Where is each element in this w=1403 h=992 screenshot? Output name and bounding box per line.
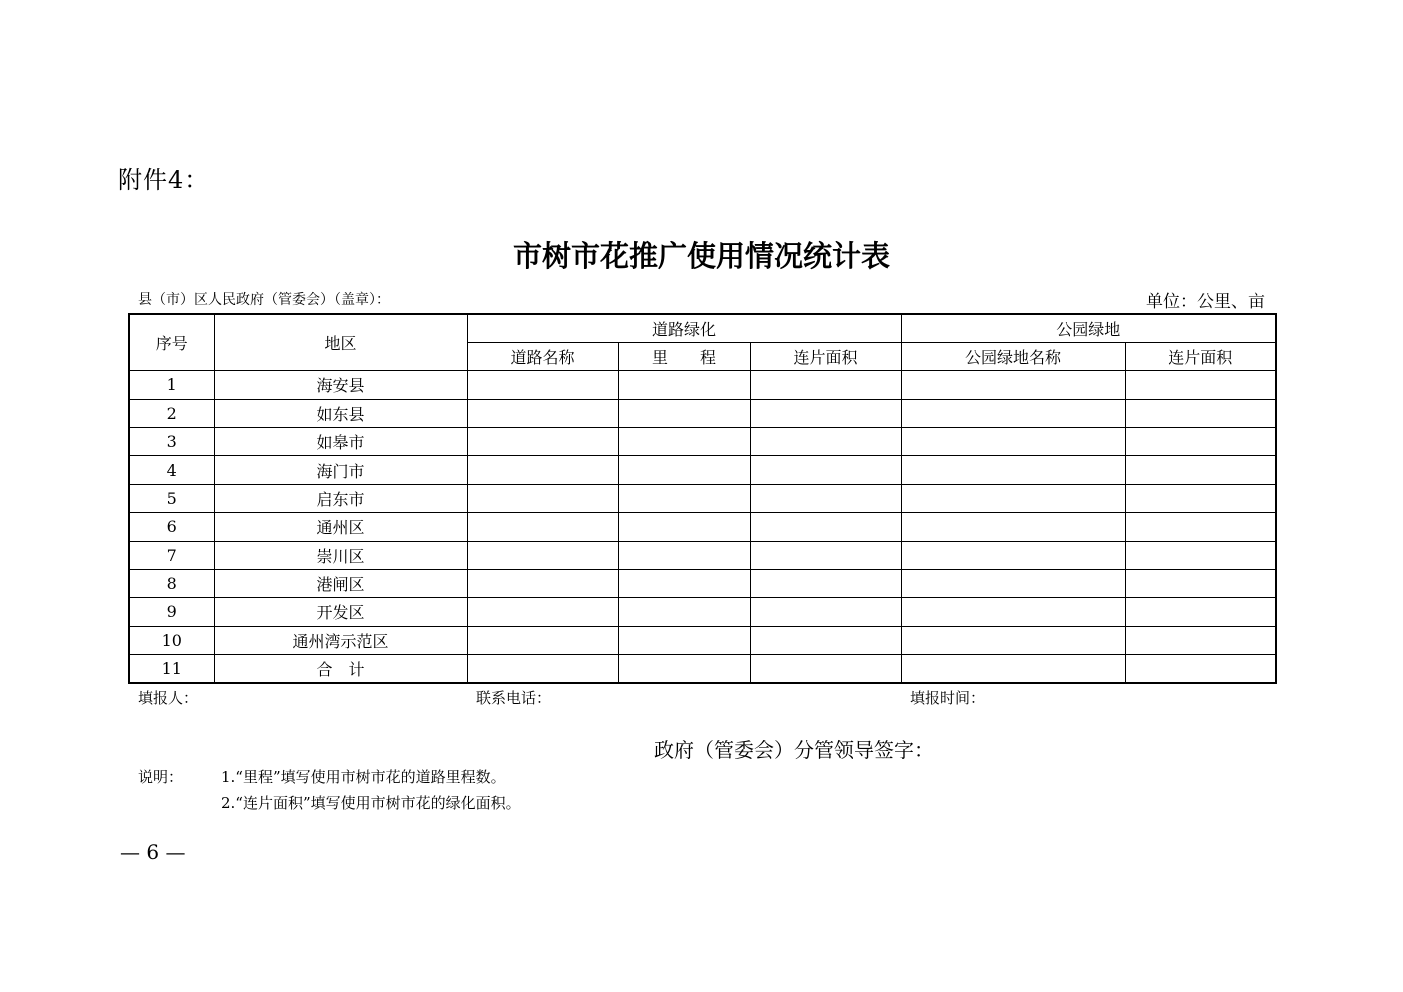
table-row [129, 456, 1276, 484]
road-area-cell [750, 399, 901, 427]
table-row [129, 371, 1276, 399]
unit-label: 单位：公里、亩 [1146, 292, 1265, 312]
row-region: 开发区 [214, 598, 467, 626]
park-name-cell [901, 655, 1125, 683]
fill-time-label: 填报时间： [910, 689, 986, 707]
note-item: 2.“连片面积”填写使用市树市花的绿化面积。 [221, 794, 521, 812]
table-row [129, 513, 1276, 541]
table-row [129, 428, 1276, 456]
mileage-cell [618, 655, 750, 683]
road-name-cell [467, 598, 618, 626]
park-area-cell [1125, 371, 1276, 399]
filler-label: 填报人： [138, 689, 199, 707]
stamp-line: 县（市）区人民政府（管委会）（盖章）： [138, 292, 390, 308]
header-road-name: 道路名称 [467, 342, 618, 370]
statistics-table [128, 313, 1277, 684]
row-seq: 11 [129, 655, 214, 683]
mileage-cell [618, 569, 750, 597]
table-row [129, 598, 1276, 626]
park-area-cell [1125, 541, 1276, 569]
mileage-cell [618, 399, 750, 427]
table-body [129, 371, 1276, 683]
page-title: 市树市花推广使用情况统计表 [512, 239, 890, 273]
row-seq: 9 [129, 598, 214, 626]
park-name-cell [901, 428, 1125, 456]
mileage-cell [618, 626, 750, 654]
park-area-cell [1125, 513, 1276, 541]
row-region: 海门市 [214, 456, 467, 484]
row-seq: 5 [129, 484, 214, 512]
park-name-cell [901, 626, 1125, 654]
row-seq: 3 [129, 428, 214, 456]
row-region: 港闸区 [214, 569, 467, 597]
row-seq: 8 [129, 569, 214, 597]
road-area-cell [750, 655, 901, 683]
park-area-cell [1125, 456, 1276, 484]
park-area-cell [1125, 569, 1276, 597]
road-name-cell [467, 484, 618, 512]
row-region: 如皋市 [214, 428, 467, 456]
road-name-cell [467, 569, 618, 597]
road-area-cell [750, 569, 901, 597]
attachment-label: 附件4： [118, 166, 210, 194]
mileage-cell [618, 428, 750, 456]
park-name-cell [901, 484, 1125, 512]
mileage-cell [618, 513, 750, 541]
mileage-cell [618, 484, 750, 512]
park-name-cell [901, 569, 1125, 597]
row-region: 启东市 [214, 484, 467, 512]
leader-signature-label: 政府（管委会）分管领导签字： [654, 738, 934, 762]
park-name-cell [901, 399, 1125, 427]
road-name-cell [467, 428, 618, 456]
header-road-group: 道路绿化 [467, 314, 901, 342]
table-row [129, 541, 1276, 569]
road-area-cell [750, 626, 901, 654]
row-seq: 2 [129, 399, 214, 427]
page-number: — 6 — [120, 840, 186, 864]
road-name-cell [467, 371, 618, 399]
header-row-1 [129, 314, 1276, 342]
table-row [129, 626, 1276, 654]
header-road-area: 连片面积 [750, 342, 901, 370]
road-area-cell [750, 456, 901, 484]
mileage-cell [618, 456, 750, 484]
park-area-cell [1125, 626, 1276, 654]
road-area-cell [750, 484, 901, 512]
park-name-cell [901, 541, 1125, 569]
road-name-cell [467, 655, 618, 683]
park-area-cell [1125, 484, 1276, 512]
header-seq: 序号 [129, 314, 214, 371]
row-region: 通州湾示范区 [214, 626, 467, 654]
park-area-cell [1125, 428, 1276, 456]
table-row [129, 484, 1276, 512]
header-region: 地区 [214, 314, 467, 371]
row-region: 海安县 [214, 371, 467, 399]
row-region: 如东县 [214, 399, 467, 427]
row-region: 崇川区 [214, 541, 467, 569]
header-park-name: 公园绿地名称 [901, 342, 1125, 370]
row-seq: 10 [129, 626, 214, 654]
park-area-cell [1125, 598, 1276, 626]
road-area-cell [750, 541, 901, 569]
header-park-group: 公园绿地 [901, 314, 1276, 342]
park-name-cell [901, 513, 1125, 541]
road-name-cell [467, 541, 618, 569]
park-area-cell [1125, 655, 1276, 683]
row-seq: 7 [129, 541, 214, 569]
road-area-cell [750, 598, 901, 626]
table-row [129, 655, 1276, 683]
park-name-cell [901, 598, 1125, 626]
note-item: 1.“里程”填写使用市树市花的道路里程数。 [221, 768, 506, 786]
row-seq: 1 [129, 371, 214, 399]
mileage-cell [618, 541, 750, 569]
header-park-area: 连片面积 [1125, 342, 1276, 370]
notes-label: 说明： [138, 768, 184, 786]
header-mileage: 里 程 [618, 342, 750, 370]
road-area-cell [750, 428, 901, 456]
park-area-cell [1125, 399, 1276, 427]
road-area-cell [750, 371, 901, 399]
park-name-cell [901, 371, 1125, 399]
phone-label: 联系电话： [476, 689, 552, 707]
road-area-cell [750, 513, 901, 541]
table-row [129, 569, 1276, 597]
park-name-cell [901, 456, 1125, 484]
road-name-cell [467, 456, 618, 484]
road-name-cell [467, 626, 618, 654]
row-region: 通州区 [214, 513, 467, 541]
table-row [129, 399, 1276, 427]
row-seq: 6 [129, 513, 214, 541]
row-region: 合 计 [214, 655, 467, 683]
row-seq: 4 [129, 456, 214, 484]
mileage-cell [618, 371, 750, 399]
mileage-cell [618, 598, 750, 626]
road-name-cell [467, 513, 618, 541]
road-name-cell [467, 399, 618, 427]
